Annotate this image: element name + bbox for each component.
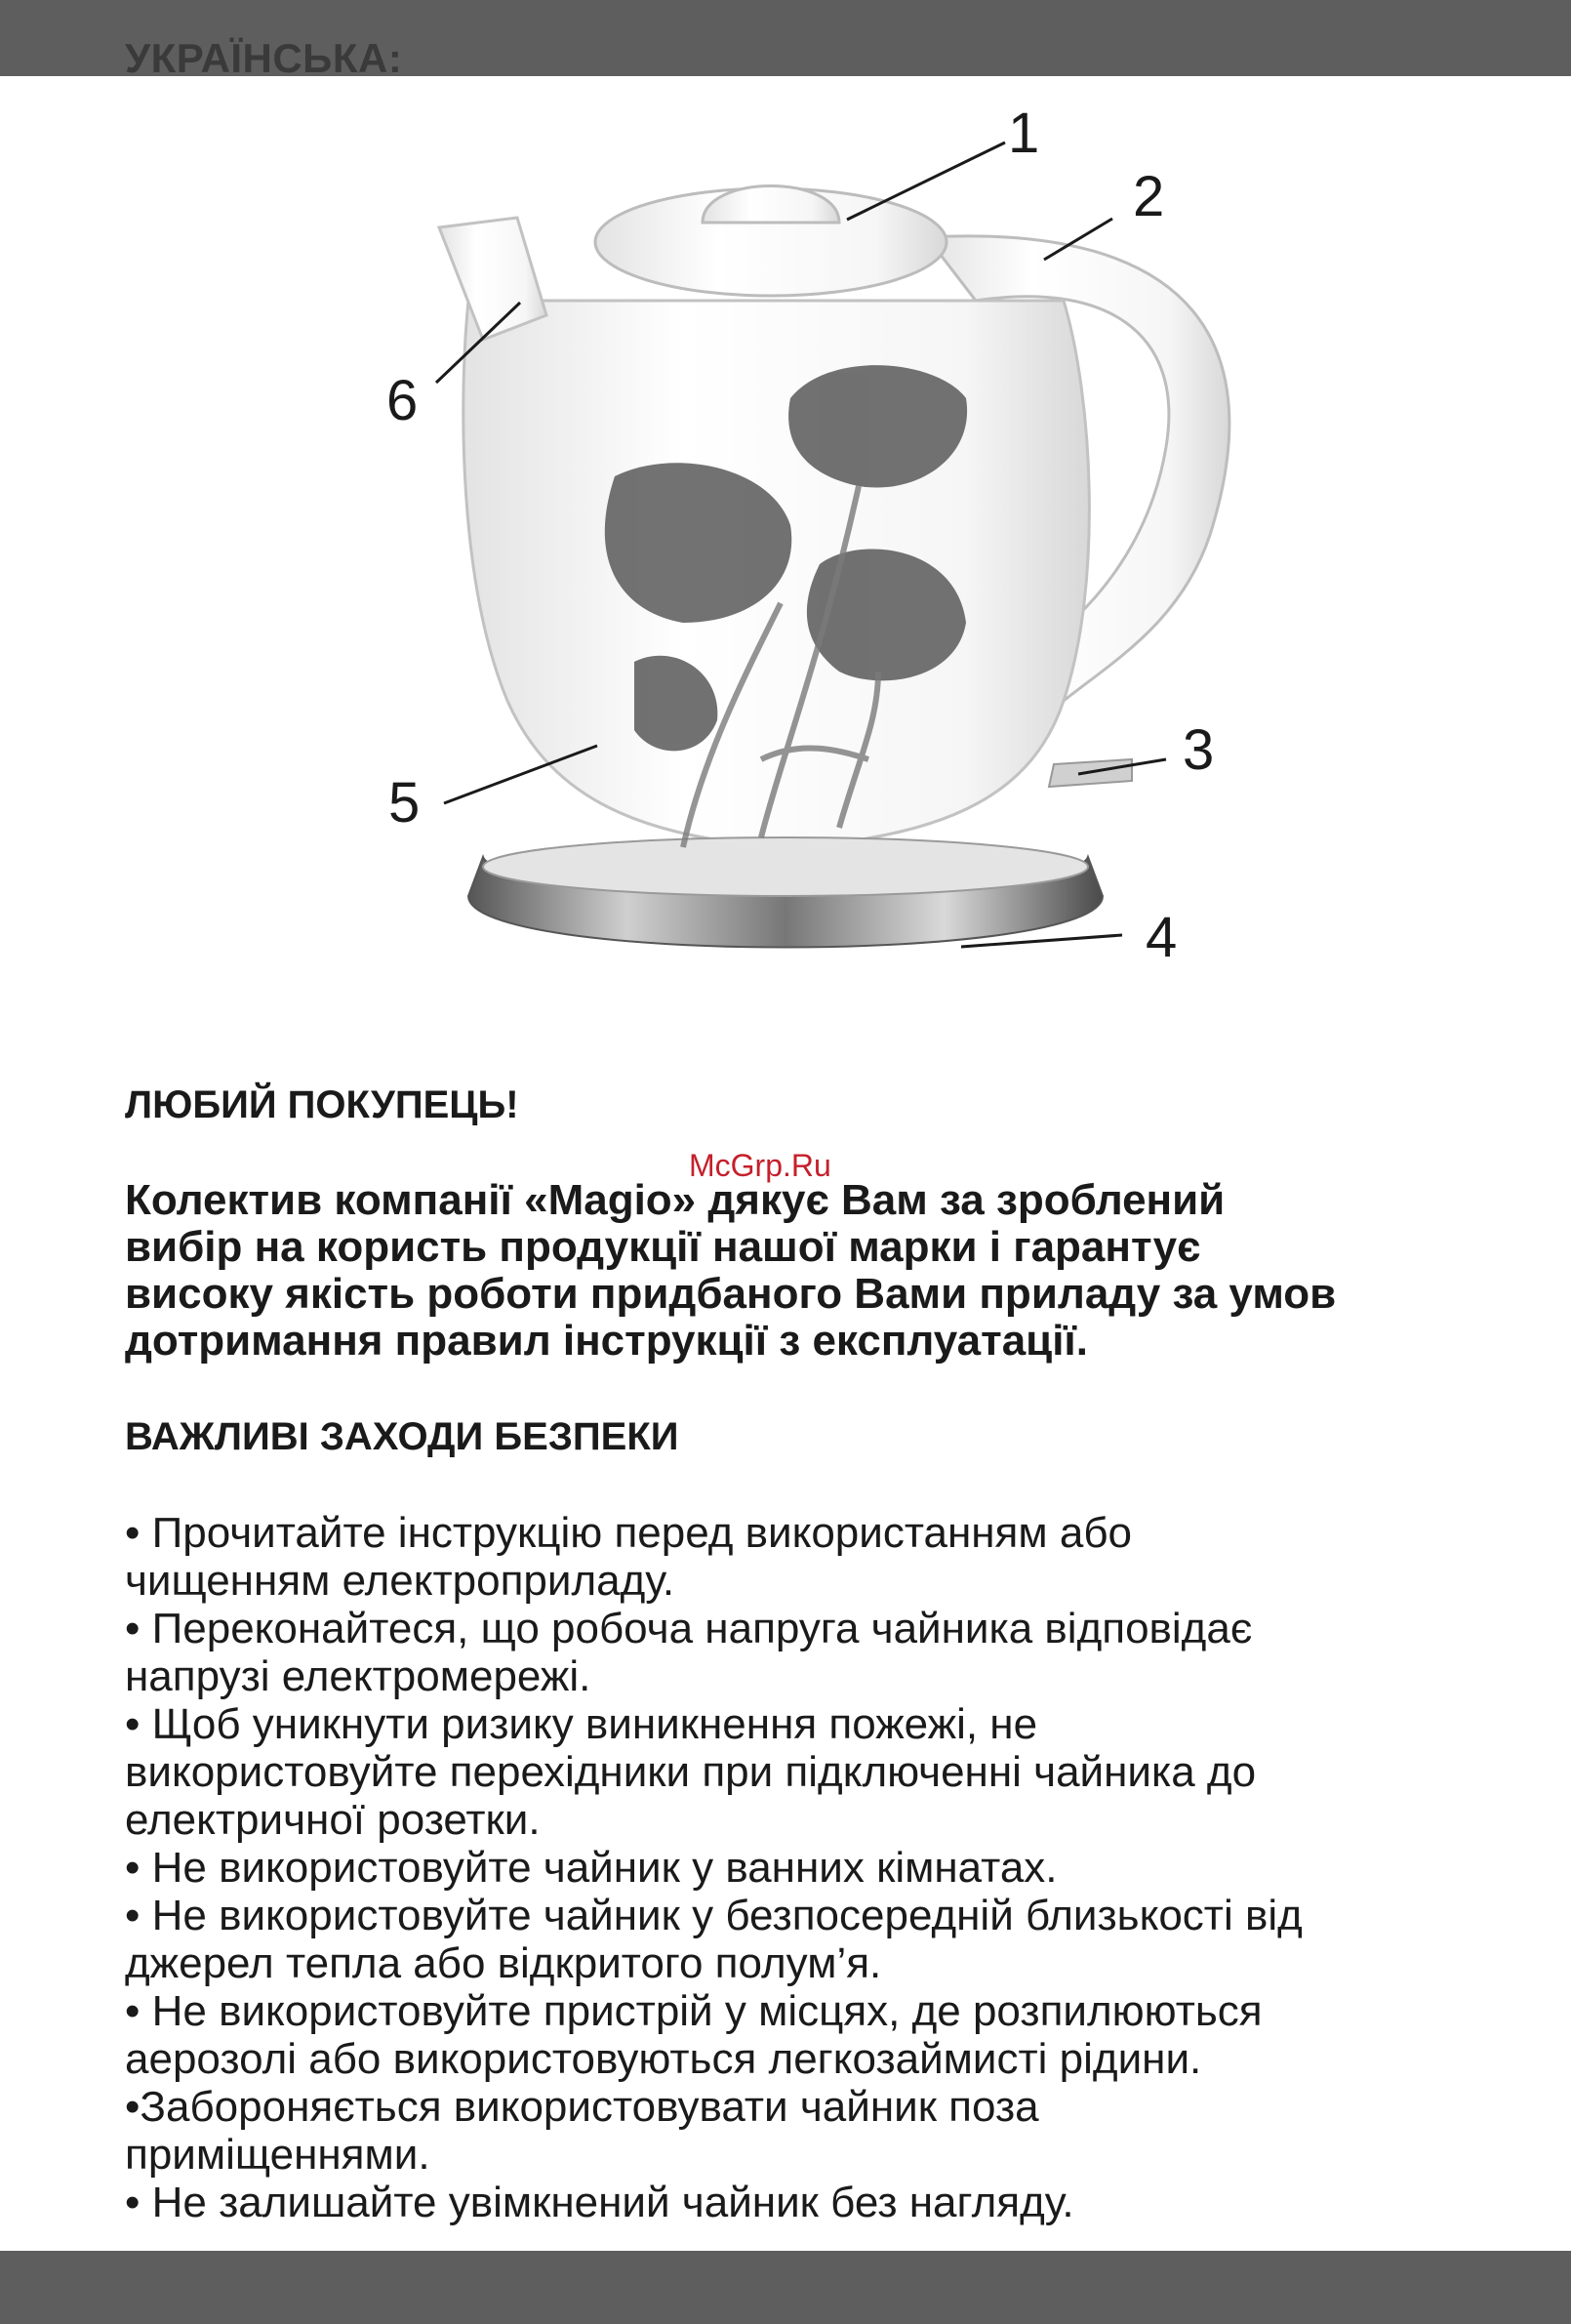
intro-line: вибір на користь продукції нашої марки і гарантує <box>125 1223 1201 1271</box>
intro-line: високу якість роботи придбаного Вами приладу за умов <box>125 1270 1337 1318</box>
intro-line: Колектив компанії «Magio» дякує Вам за зроблений <box>125 1176 1226 1224</box>
bottom-bar <box>0 2251 1571 2324</box>
list-item <box>125 1700 1530 1844</box>
list-item-line: чищенням електроприладу. <box>125 1557 675 1605</box>
list-item <box>125 1844 1530 1892</box>
greeting-heading: ЛЮБИЙ ПОКУПЕЦЬ! <box>125 1083 519 1126</box>
list-item-line: приміщеннями. <box>125 2131 430 2179</box>
list-item <box>125 2179 1530 2226</box>
list-item-line: • Не залишайте увімкнений чайник без нагляду. <box>125 2179 1074 2226</box>
kettle-illustration <box>0 76 1571 1052</box>
list-item-line: використовуйте перехідники при підключенні чайника до <box>125 1748 1257 1796</box>
callout-1: 1 <box>1008 102 1040 165</box>
callout-5: 5 <box>388 771 421 835</box>
list-item <box>125 2083 1530 2179</box>
list-item <box>125 1605 1530 1700</box>
callout-4: 4 <box>1146 906 1178 969</box>
list-item-line: • Не використовуйте чайник у безпосередній близькості від <box>125 1892 1303 1939</box>
top-bar <box>0 0 1571 76</box>
list-item-line: джерел тепла або відкритого полум’я. <box>125 1939 882 1987</box>
list-item-line: •Забороняється використовувати чайник поза <box>125 2083 1039 2131</box>
list-item-line: • Не використовуйте пристрій у місцях, де розпилюються <box>125 1987 1263 2035</box>
list-item-line: електричної розетки. <box>125 1796 541 1844</box>
list-item-line: аерозолі або використовуються легкозаймисті рідини. <box>125 2035 1202 2083</box>
list-item <box>125 1892 1530 1987</box>
callout-6: 6 <box>386 369 419 432</box>
intro-line: дотримання правил інструкції з експлуатації. <box>125 1317 1089 1365</box>
language-label: УКРАЇНСЬКА: <box>125 35 403 76</box>
safety-heading: ВАЖЛИВІ ЗАХОДИ БЕЗПЕКИ <box>125 1415 679 1458</box>
watermark: McGrp.Ru <box>689 1148 831 1183</box>
list-item <box>125 1509 1530 1605</box>
safety-list <box>125 1509 1530 2226</box>
kettle-diagram <box>0 76 1571 1052</box>
list-item-line: • Не використовуйте чайник у ванних кімнатах. <box>125 1844 1058 1892</box>
callout-2: 2 <box>1133 165 1165 228</box>
list-item-line: напрузі електромережі. <box>125 1652 591 1700</box>
list-item-line: • Щоб уникнути ризику виникнення пожежі, не <box>125 1700 1038 1748</box>
list-item-line: • Переконайтеся, що робоча напруга чайника відповідає <box>125 1605 1253 1652</box>
list-item-line: • Прочитайте інструкцію перед використанням або <box>125 1509 1133 1557</box>
intro-paragraph <box>125 1177 1511 1365</box>
callout-3: 3 <box>1183 718 1215 782</box>
list-item <box>125 1987 1530 2083</box>
